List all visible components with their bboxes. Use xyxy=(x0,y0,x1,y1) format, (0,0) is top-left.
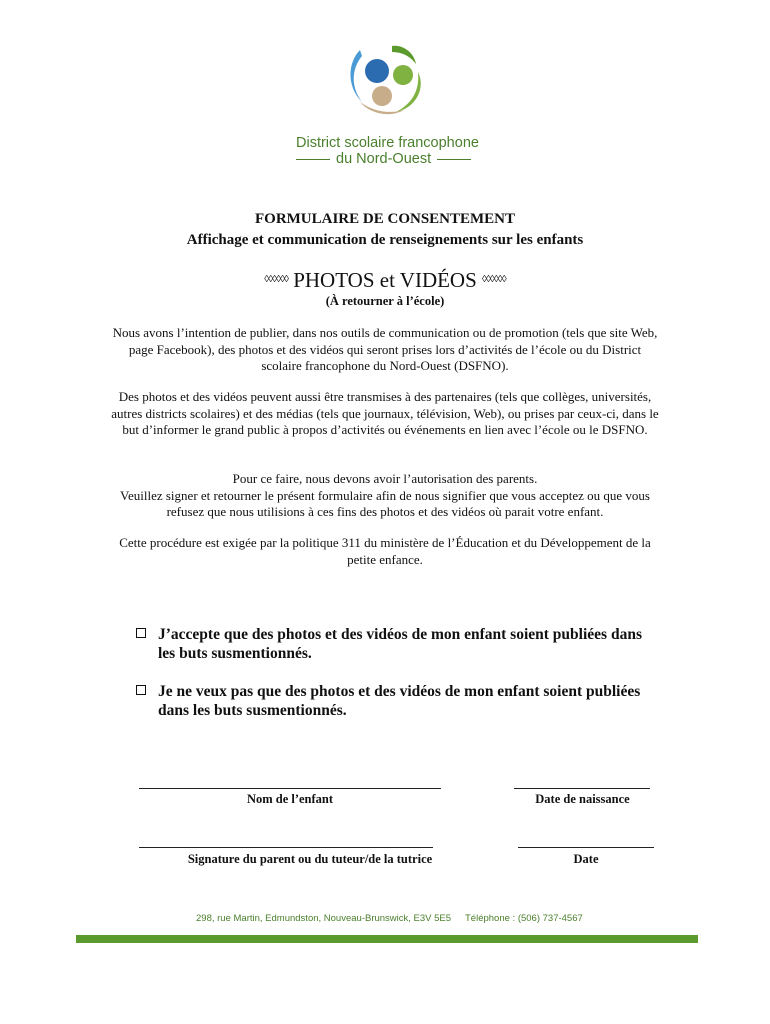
diamond-ornament-right: ◊◊◊◊◊◊ xyxy=(482,273,506,285)
refuse-option-label: Je ne veux pas que des photos et des vidéos de mon enfant soient publiées dans les buts susmentionnés. xyxy=(158,683,641,719)
footer-address: 298, rue Martin, Edmundston, Nouveau-Brunswick, E3V 5E5 xyxy=(196,913,452,924)
accept-option[interactable] xyxy=(136,625,656,663)
return-note: (À retourner à l’école) xyxy=(325,294,445,308)
district-logo-icon xyxy=(340,42,430,120)
form-subtitle: Affichage et communication de renseignements sur les enfants xyxy=(186,232,584,248)
form-title: FORMULAIRE DE CONSENTEMENT xyxy=(254,211,516,227)
org-right-rule xyxy=(437,159,471,160)
organization-name-line1: District scolaire francophone xyxy=(296,135,479,151)
date-label: Date xyxy=(573,852,599,866)
footer-phone: Téléphone : (506) 737-4567 xyxy=(465,913,583,924)
org-left-rule xyxy=(296,159,330,160)
partners-paragraph: Des photos et des vidéos peuvent aussi être transmises à des partenaires (tels que collèges, universités, autres districts scolaires) et des médias (tels que journaux, télévision, Web), ou prises par ceux-ci, dans le but d’informer le grand public à propos d’activités ou événements en lien avec l’école ou le DSFNO. xyxy=(111,389,659,437)
media-title: PHOTOS et VIDÉOS xyxy=(293,268,477,292)
diamond-ornament-left: ◊◊◊◊◊◊ xyxy=(264,273,288,285)
accept-option-label: J’accepte que des photos et des vidéos de mon enfant soient publiées dans les buts susmentionnés. xyxy=(158,626,642,662)
media-title-row xyxy=(0,268,770,293)
organization-name-line2: du Nord-Ouest xyxy=(336,151,432,167)
birth-date-field[interactable] xyxy=(514,788,650,789)
birth-date-label: Date de naissance xyxy=(535,792,630,806)
authorization-line1: Pour ce faire, nous devons avoir l’autorisation des parents. xyxy=(232,471,538,486)
refuse-checkbox[interactable] xyxy=(136,685,146,695)
organization-name xyxy=(296,136,486,167)
authorization-paragraph xyxy=(108,471,662,521)
intro-paragraph: Nous avons l’intention de publier, dans nos outils de communication ou de promotion (tels que site Web, page Facebook), des photos et des vidéos qui seront prises lors d’activités de l’école ou du District scolaire francophone du Nord-Ouest (DSFNO). xyxy=(112,325,658,373)
footer-green-bar xyxy=(76,935,698,943)
date-field[interactable] xyxy=(518,847,654,848)
organization-name-line2-row xyxy=(296,152,486,167)
child-name-label: Nom de l’enfant xyxy=(246,792,334,806)
policy-paragraph: Cette procédure est exigée par la politique 311 du ministère de l’Éducation et du Développement de la petite enfance. xyxy=(119,535,651,567)
accept-checkbox[interactable] xyxy=(136,628,146,638)
child-name-field[interactable] xyxy=(139,788,441,789)
parent-signature-field[interactable] xyxy=(139,847,433,848)
refuse-option[interactable] xyxy=(136,682,656,720)
authorization-line2: Veuillez signer et retourner le présent formulaire afin de nous signifier que vous acceptez ou que vous refusez que nous utilisions à ces fins des photos et des vidéos où parait votre enfant. xyxy=(120,487,650,519)
parent-signature-label: Signature du parent ou du tuteur/de la tutrice xyxy=(187,852,433,866)
